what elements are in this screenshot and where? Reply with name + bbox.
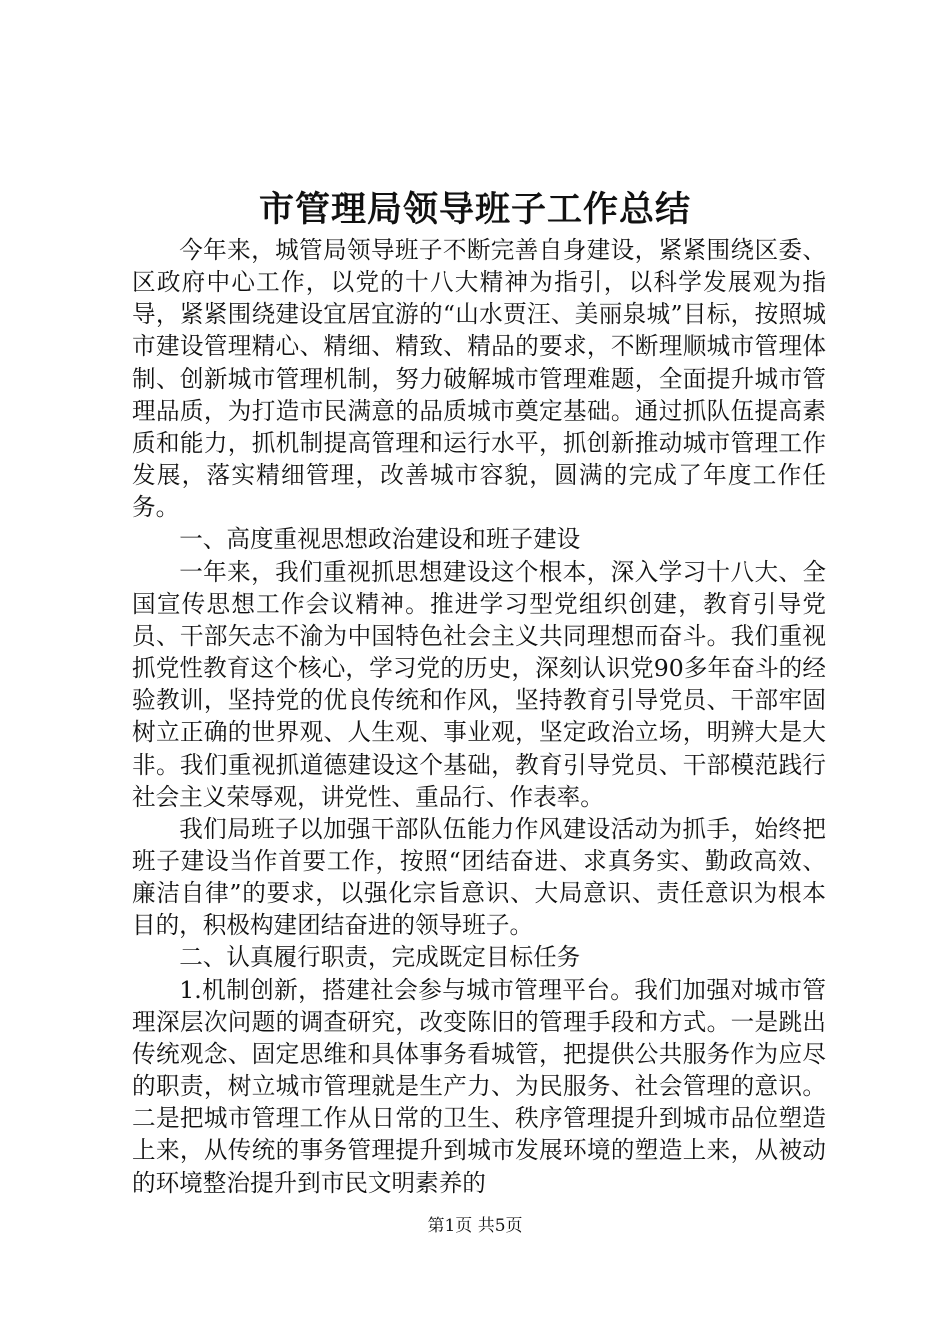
document-title: 市管理局领导班子工作总结 [258,189,691,230]
section-heading-1: 一、高度重视思想政治建设和班子建设 [179,525,581,554]
page-footer: 第1页 共5页 [427,1216,523,1236]
paragraph-mechanism-innovation: 1.机制创新，搭建社会参与城市管理平台。我们加强对城市管理深层次问题的调查研究，改变陈旧的管理手段和方式。一是跳出传统观念、固定思维和具体事务看城管，把提供公共服务作为应尽的职责，树立城市管理就是生产力、为民服务、社会管理的意识。二是把城市管理工作从日常的卫生、秩序管理提升到城市品位塑造上来，从传统的事务管理提升到城市发展环境的塑造上来，从被动的环境整治提升到市民文明素养的 [132,975,826,1197]
paragraph-political-building: 一年来，我们重视抓思想建设这个根本，深入学习十八大、全国宣传思想工作会议精神。推进学习型党组织创建，教育引导党员、干部矢志不渝为中国特色社会主义共同理想而奋斗。我们重视抓党性教育这个核心，学习党的历史，深刻认识党90多年奋斗的经验教训，坚持党的优良传统和作风，坚持教育引导党员、干部牢固树立正确的世界观、人生观、事业观，坚定政治立场，明辨大是大非。我们重视抓道德建设这个基础，教育引导党员、干部模范践行社会主义荣辱观，讲党性、重品行、作表率。 [132,557,826,811]
paragraph-team-building: 我们局班子以加强干部队伍能力作风建设活动为抓手，始终把班子建设当作首要工作，按照“团结奋进、求真务实、勤政高效、廉洁自律”的要求，以强化宗旨意识、大局意识、责任意识为根本目的，积极构建团结奋进的领导班子。 [132,814,826,940]
paragraph-intro: 今年来，城管局领导班子不断完善自身建设，紧紧围绕区委、区政府中心工作，以党的十八大精神为指引，以科学发展观为指导，紧紧围绕建设宜居宜游的“山水贾汪、美丽泉城”目标，按照城市建设管理精心、精细、精致、精品的要求，不断理顺城市管理体制、创新城市管理机制，努力破解城市管理难题，全面提升城市管理品质，为打造市民满意的品质城市奠定基础。通过抓队伍提高素质和能力，抓机制提高管理和运行水平，抓创新推动城市管理工作发展，落实精细管理，改善城市容貌，圆满的完成了年度工作任务。 [132,236,826,522]
section-heading-2: 二、认真履行职责，完成既定目标任务 [179,943,581,972]
document-body [132,234,826,1199]
